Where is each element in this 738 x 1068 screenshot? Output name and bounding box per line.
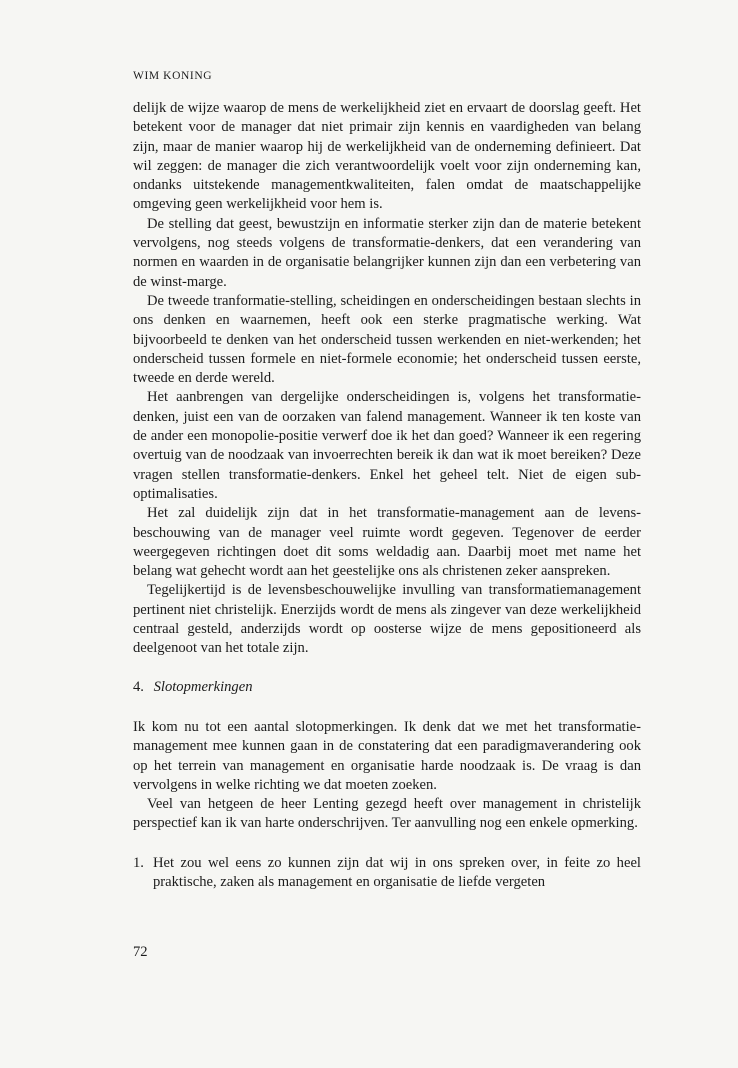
list-marker: 1. bbox=[133, 854, 144, 871]
paragraph: Tegelijkertijd is de levensbeschouwelijke invulling van transformatiemanagement pertinent niet christelijk. Enerzijds wordt de mens als zingever van deze werkelijkheid centraal gesteld, anderzijds wordt op oosterse wijze de mens gepositioneerd als deelgenoot van het totale zijn. bbox=[133, 582, 641, 657]
paragraph: Het zal duidelijk zijn dat in het transformatie-management aan de levensbeschouwing van de manager veel ruimte wordt gegeven. Tegenover de eerder weergegeven richtingen doet dit soms weldadig aan. Daarbij moet met name het belang wat gehecht wordt aan het geestelijke ons als christenen zeker aanspreken. bbox=[133, 505, 641, 580]
paragraph: Veel van hetgeen de heer Lenting gezegd heeft over management in christelijk perspectief kan ik van harte onderschrijven. Ter aanvulling nog een enkele opmerking. bbox=[133, 796, 641, 832]
paragraph: Het aanbrengen van dergelijke onderscheidingen is, volgens het transformatie-denken, juist een van de oorzaken van falend management. Wanneer ik ten koste van de ander een monopolie-positie verwerf doe ik het dan goed? Wanneer ik een regering overtuig van de noodzaak van invoerrechten bereik ik dan wat ik moet bereiken? Deze vragen stellen transformatie-denkers. Enkel het geheel telt. Niet de eigen sub-optimalisaties. bbox=[133, 389, 641, 502]
running-head: WIM KONING bbox=[133, 70, 213, 82]
section-heading bbox=[133, 678, 641, 697]
paragraph: delijk de wijze waarop de mens de werkelijkheid ziet en ervaart de doorslag geeft. Het betekent voor de manager dat niet primair zijn kennis en vaardigheden van belang zijn, maar de manier waarop hij de werkelijkheid van de onderneming definieert. Dat wil zeggen: de manager die zich verantwoordelijk voelt voor zijn onderneming kan, ondanks uitstekende managementkwaliteiten, falen omdat de maatschappelijke omgeving geen werkelijkheid voor hem is. bbox=[133, 100, 641, 213]
section-title: Slotopmerkingen bbox=[153, 678, 253, 695]
paragraph: De tweede tranformatie-stelling, scheidingen en onderscheidingen bestaan slechts in ons denken en waarnemen, heeft ook een sterke pragmatische werking. Wat bijvoorbeeld te denken van het onderscheid tussen werkenden en niet-werkenden; het onderscheid tussen formele en niet-formele economie; het onderscheid tussen eerste, tweede en derde wereld. bbox=[133, 292, 641, 387]
list-item-text: Het zou wel eens zo kunnen zijn dat wij in ons spreken over, in feite zo heel praktische, zaken als management en organisatie de liefde vergeten bbox=[153, 854, 641, 890]
body-text bbox=[133, 99, 641, 892]
paragraph: De stelling dat geest, bewustzijn en informatie sterker zijn dan de materie betekent vervolgens, nog steeds volgens de transformatie-denkers, dat een verandering van normen en waarden in de organisatie belangrijker kunnen zijn dan een verbetering van de winst-marge. bbox=[133, 215, 641, 290]
page-number: 72 bbox=[133, 944, 148, 960]
list-item bbox=[133, 854, 641, 893]
paragraph: Ik kom nu tot een aantal slotopmerkingen. Ik denk dat we met het transformatie-management mee kunnen gaan in de constatering dat een paradigmaverandering ook op het terrein van management en organisatie harde noodzaak is. De vraag is dan vervolgens in welke richting we dat moeten zoeken. bbox=[133, 718, 641, 793]
section-number: 4. bbox=[133, 678, 144, 695]
